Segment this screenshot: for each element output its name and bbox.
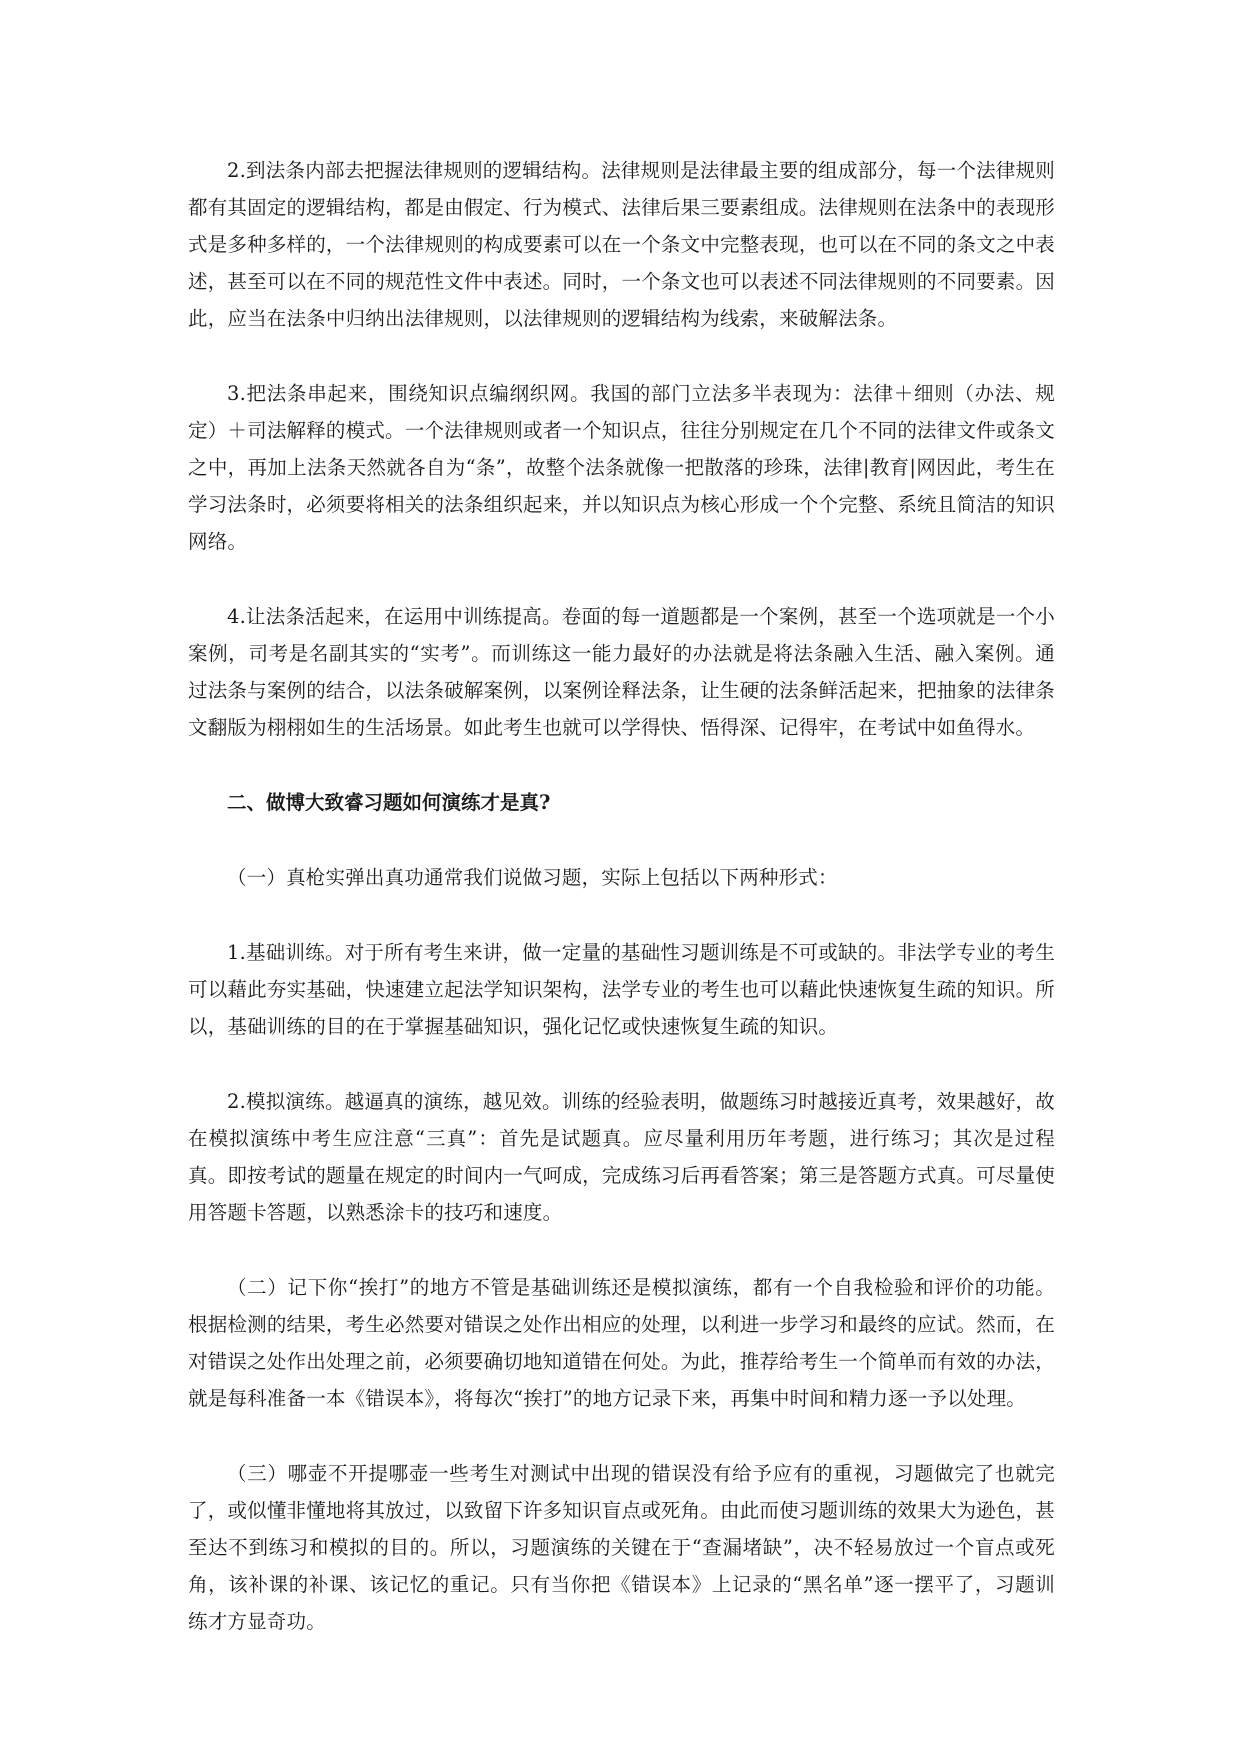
subsection-practice-forms: （一）真枪实弹出真功通常我们说做习题，实际上包括以下两种形式： <box>227 866 838 889</box>
paragraph-logic-structure: 2.到法条内部去把握法律规则的逻辑结构。法律规则是法律最主要的组成部分，每一个法律规则都有其固定的逻辑结构，都是由假定、行为模式、法律后果三要素组成。法律规则在法条中的表现形式是多种多样的，一个法律规则的构成要素可以在一个条文中完整表现，也可以在不同的条文之中表述，甚至可以在不同的规范性文件中表述。同时，一个条文也可以表述不同法律规则的不同要素。因此，应当在法条中归纳出法律规则，以法律规则的逻辑结构为线索，来破解法条。 <box>188 159 1055 330</box>
paragraph-apply-laws: 4.让法条活起来，在运用中训练提高。卷面的每一道题都是一个案例，甚至一个选项就是一个小案例，司考是名副其实的“实考”。而训练这一能力最好的办法就是将法条融入生活、融入案例。通过法条与案例的结合，以法条破解案例，以案例诠释法条，让生硬的法条鲜活起来，把抽象的法律条文翻版为栩栩如生的生活场景。如此考生也就可以学得快、悟得深、记得牢，在考试中如鱼得水。 <box>188 605 1055 739</box>
subsection-record-mistakes: （二）记下你“挨打”的地方不管是基础训练还是模拟演练，都有一个自我检验和评价的功能。根据检测的结果，考生必然要对错误之处作出相应的处理，以利进一步学习和最终的应试。然而，在对错误之处作出处理之前，必须要确切地知道错在何处。为此，推荐给考生一个简单而有效的办法，就是每科准备一本《错误本》，将每次“挨打”的地方记录下来，再集中时间和精力逐一予以处理。 <box>188 1276 1055 1410</box>
subsection-review-mistakes: （三）哪壶不开提哪壶一些考生对测试中出现的错误没有给予应有的重视，习题做完了也就完了，或似懂非懂地将其放过，以致留下许多知识盲点或死角。由此而使习题训练的效果大为逊色，甚至达不到练习和模拟的目的。所以，习题演练的关键在于“查漏堵缺”，决不轻易放过一个盲点或死角，该补课的补课、该记忆的重记。只有当你把《错误本》上记录的“黑名单”逐一摆平了，习题训练才方显奇功。 <box>188 1462 1055 1633</box>
section-heading: 二、做博大致睿习题如何演练才是真? <box>227 791 551 814</box>
paragraph-knowledge-network: 3.把法条串起来，围绕知识点编纲织网。我国的部门立法多半表现为：法律＋细则（办法、规定）＋司法解释的模式。一个法律规则或者一个知识点，往往分别规定在几个不同的法律文件或条文之中，再加上法条天然就各自为“条”，故整个法条就像一把散落的珍珠，法律|教育|网因此，考生在学习法条时，必须要将相关的法条组织起来，并以知识点为核心形成一个个完整、系统且简洁的知识网络。 <box>188 382 1055 553</box>
paragraph-basic-training: 1.基础训练。对于所有考生来讲，做一定量的基础性习题训练是不可或缺的。非法学专业的考生可以藉此夯实基础，快速建立起法学知识架构，法学专业的考生也可以藉此快速恢复生疏的知识。所以，基础训练的目的在于掌握基础知识，强化记忆或快速恢复生疏的知识。 <box>188 941 1055 1038</box>
paragraph-mock-practice: 2.模拟演练。越逼真的演练，越见效。训练的经验表明，做题练习时越接近真考，效果越好，故在模拟演练中考生应注意“三真”：首先是试题真。应尽量利用历年考题，进行练习；其次是过程真。即按考试的题量在规定的时间内一气呵成，完成练习后再看答案；第三是答题方式真。可尽量使用答题卡答题，以熟悉涂卡的技巧和速度。 <box>188 1090 1055 1224</box>
